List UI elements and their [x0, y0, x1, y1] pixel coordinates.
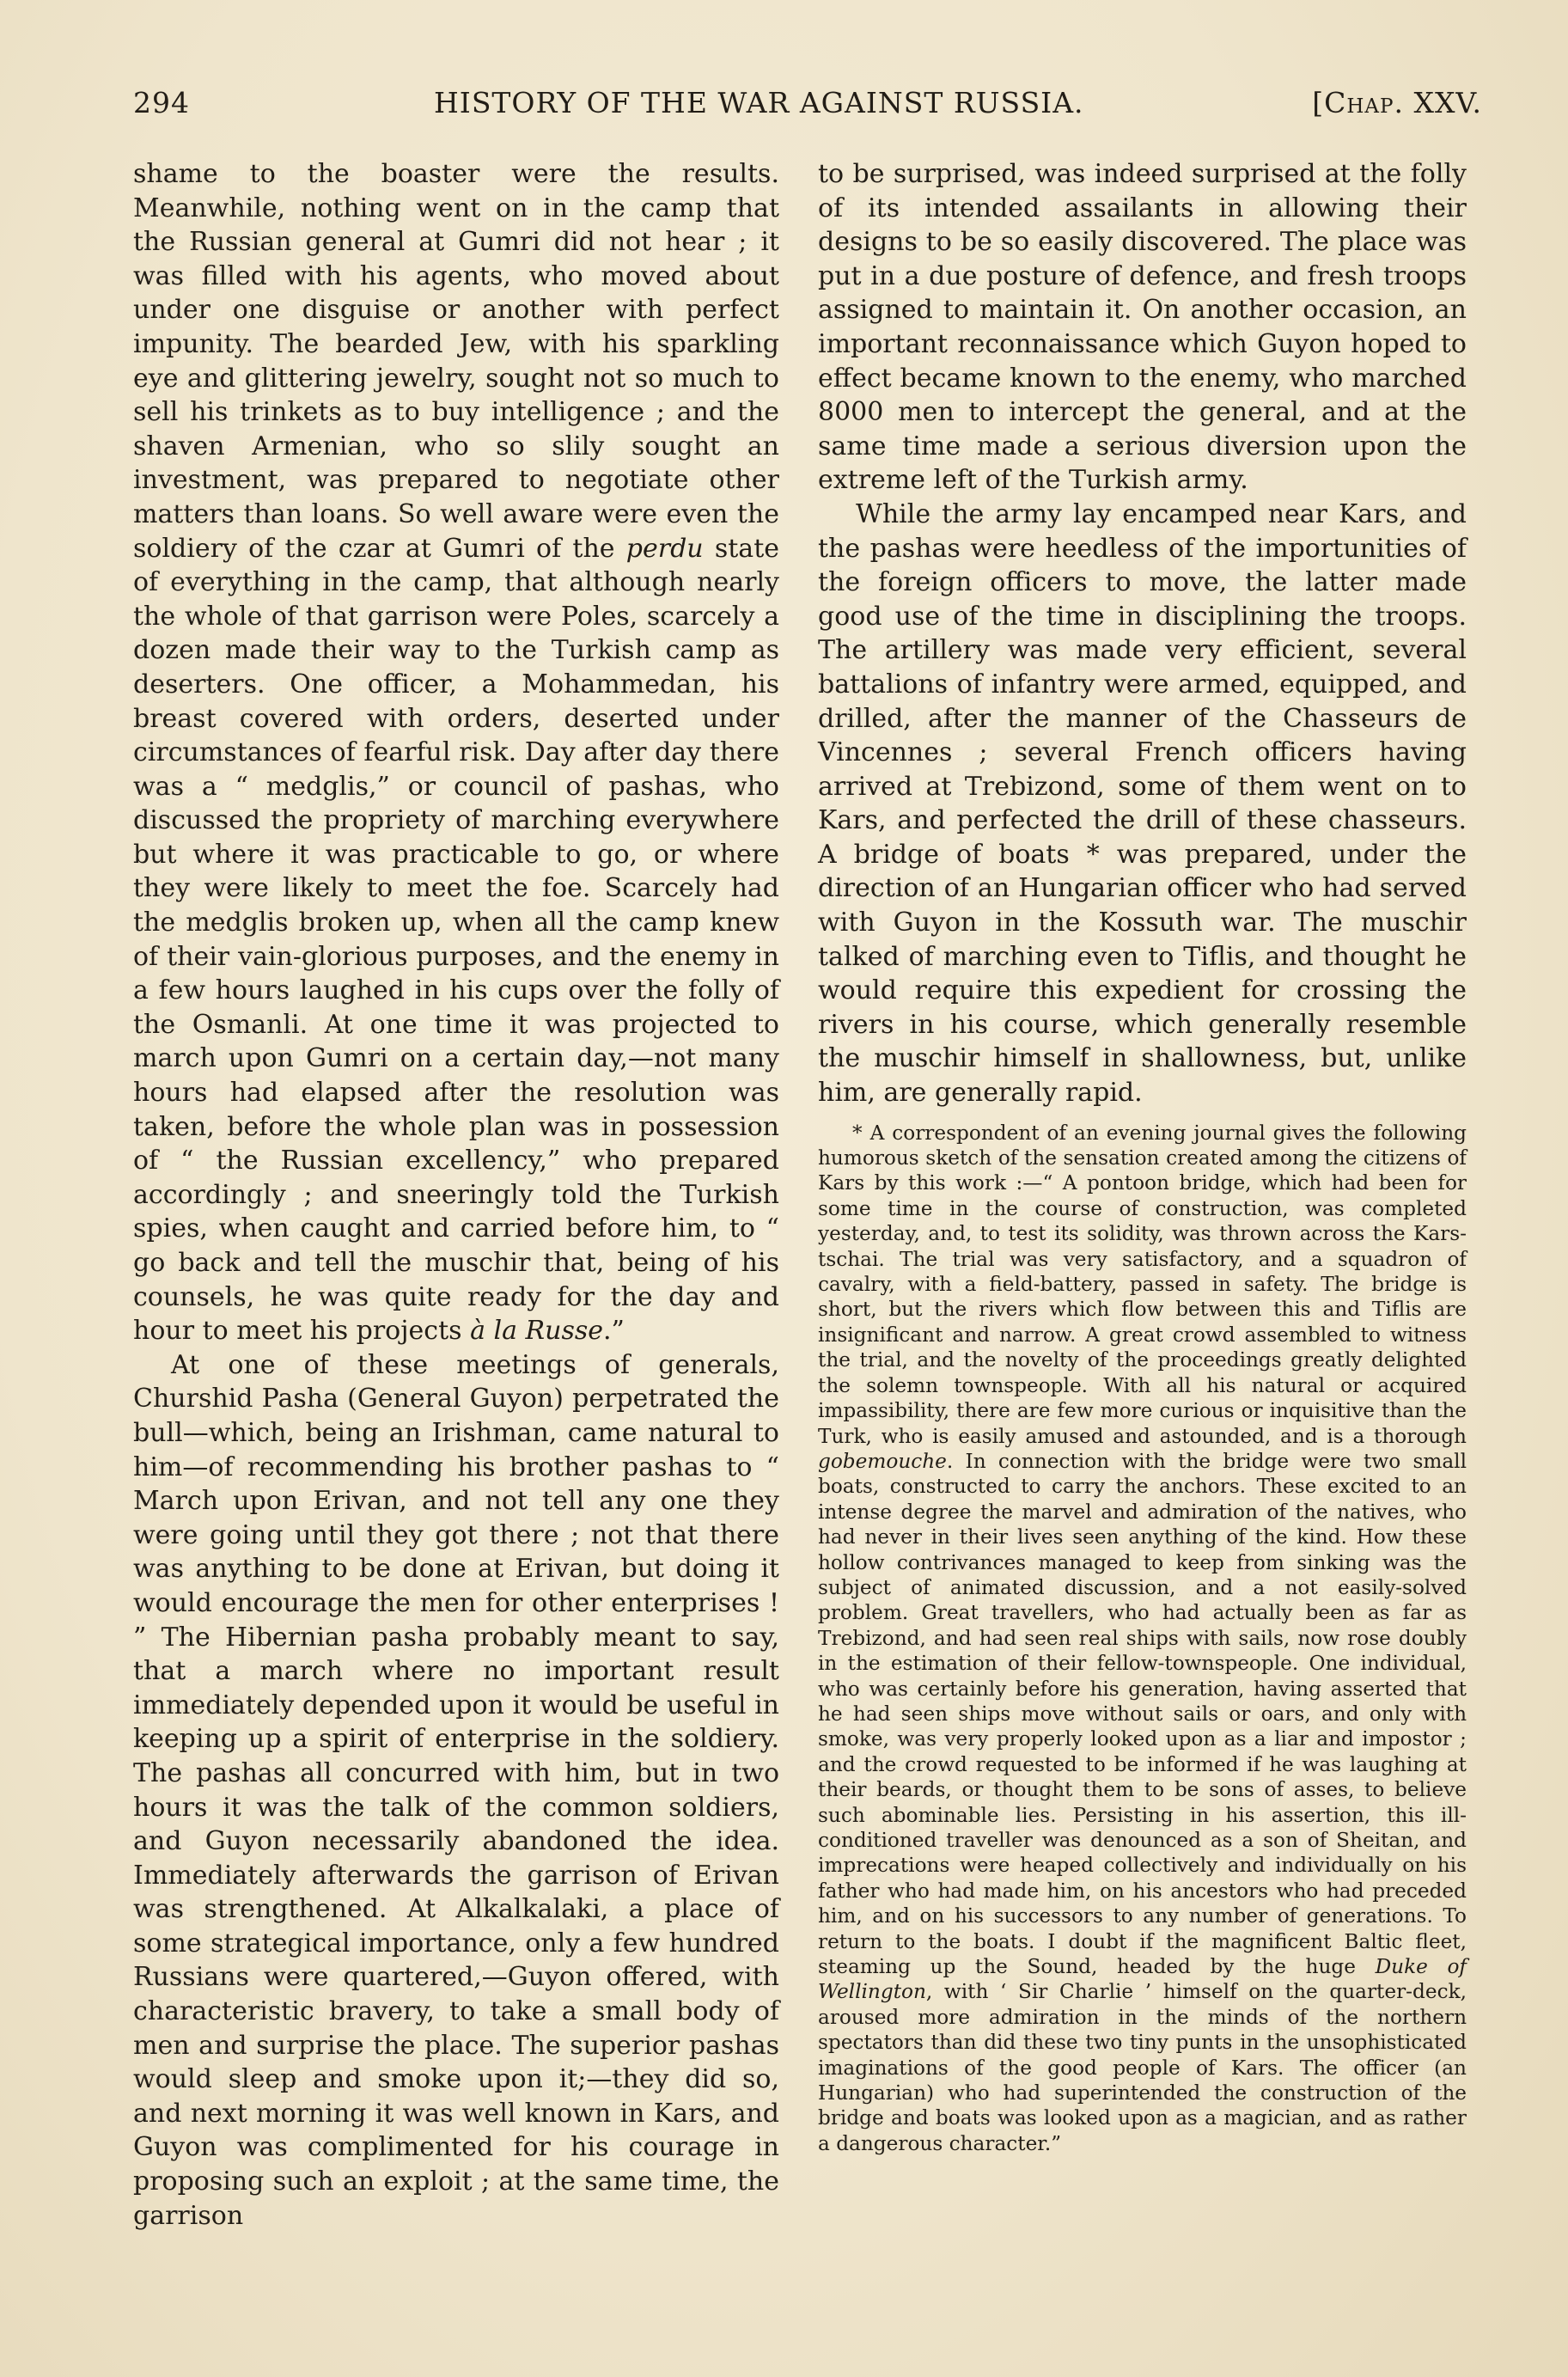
text-run: , with ‘ Sir Charlie ’ himself on the quarter-deck, aroused more admiration in the minds of the northern spectators than did these two tiny punts in the unsophisticated imaginations of the good people of Kars. The officer (an Hungarian) who had superintended the construction of the bridge and boats was looked upon as a magician, and as rather a dangerous character.” [818, 1980, 1467, 2155]
italic-gobemouche: gobemouche [818, 1449, 947, 1473]
footnote-body [818, 1121, 1467, 2157]
right-paragraph-1: to be surprised, was indeed surprised at the folly of its intended assailants in allowing their designs to be so easily discovered. The place was put in a due posture of defence, and fresh troops assigned to maintain it. On another occasion, an important reconnaissance which Guyon hoped to effect became known to the enemy, who marched 8000 men to intercept the general, and at the same time made a serious diversion upon the extreme left of the Turkish army. [818, 159, 1467, 496]
text-run: state of everything in the camp, that although nearly the whole of that garrison were Poles, scarcely a dozen made their way to the Turkish camp as deserters. One officer, a Mohammedan, his breast covered with orders, deserted under circumstances of fearful risk. Day after day there was a “ medglis,” or council of pashas, who discussed the propriety of marching everywhere but where it was practicable to go, or where they were likely to meet the foe. Scarcely had the medglis broken up, when all the camp knew of their vain-glorious purposes, and the enemy in a few hours laughed in his cups over the folly of the Osmanli. At one time it was projected to march upon Gumri on a certain day,—not many hours had elapsed after the resolution was taken, before the whole plan was in possession of “ the Russian excellency,” who prepared accordingly ; and sneeringly told the Turkish spies, when caught and carried before him, to “ go back and tell the muschir that, being of his counsels, he was quite ready for the day and hour to meet his projects [133, 533, 780, 1347]
text-run: shame to the boaster were the results. Meanwhile, nothing went on in the camp that the Russian general at Gumri did not hear ; it was filled with his agents, who moved about under one disguise or another with perfect impunity. The bearded Jew, with his sparkling eye and glittering jewelry, sought not so much to sell his trinkets as to buy intelligence ; and the shaven Armenian, who so slily sought an investment, was prepared to negotiate other matters than loans. So well aware were even the soldiery of the czar at Gumri of the [133, 159, 779, 564]
chapter-label: [Chap. XXV. [1312, 86, 1482, 119]
left-paragraph-1 [133, 157, 779, 1348]
running-title: HISTORY OF THE WAR AGAINST RUSSIA. [434, 86, 1084, 119]
running-header [133, 86, 1482, 129]
footnote [818, 1121, 1467, 2157]
text-run: * A correspondent of an evening journal gives the following humorous sketch of the sensation created among the citizens of Kars by this work :—“ A pontoon bridge, which had been for some time in the course of construction, was completed yesterday, and, to test its solidity, was thrown across the Kars-tschai. The trial was very satisfactory, and a squadron of cavalry, with a field-battery, passed in safety. The bridge is short, but the rivers which flow between this and Tiflis are insignificant and narrow. A great crowd assembled to witness the trial, and the novelty of the proceedings greatly delighted the solemn townspeople. With all his natural or acquired impassibility, there are few more curious or inquisitive than the Turk, who is easily amused and astounded, and is a thorough [818, 1121, 1467, 1448]
italic-duke-of-wellington: Duke of Wellington [818, 1955, 1467, 2004]
right-paragraph-2: While the army lay encamped near Kars, and the pashas were heedless of the importunities of the foreign officers to move, the latter made good use of the time in disciplining the troops. The artillery was made very efficient, several battalions of infantry were armed, equipped, and drilled, after the manner of the Chasseurs de Vincennes ; several French officers having arrived at Trebizond, some of them went on to Kars, and perfected the drill of these chasseurs. A bridge of boats * was prepared, under the direction of an Hungarian officer who had served with Guyon in the Kossuth war. The muschir talked of marching even to Tiflis, and thought he would require this expedient for crossing the rivers in his course, which generally resemble the muschir himself in shallowness, but, unlike him, are generally rapid. [818, 498, 1467, 1109]
left-column [133, 157, 779, 2233]
italic-a-la-russe: à la Russe [470, 1316, 603, 1347]
right-column [818, 157, 1467, 2156]
text-run: . In connection with the bridge were two small boats, constructed to carry the anchors. These excited to an intense degree the marvel and admiration of the natives, who had never in their lives seen anything of the kind. How these hollow contrivances managed to keep from sinking was the subject of animated discussion, and a not easily-solved problem. Great travellers, who had actually been as far as Trebizond, and had seen real ships with sails, now rose doubly in the estimation of their fellow-townspeople. One individual, who was certainly before his generation, having asserted that he had seen ships move without sails or oars, and only with smoke, was very properly looked upon as a liar and impostor ; and the crowd requested to be informed if he was laughing at their beards, or thought them to be sons of asses, to believe such abominable lies. Persisting in his assertion, this ill-conditioned traveller was denounced as a son of Sheitan, and imprecations were heaped collectively and individually on his father who had made him, on his ancestors who had preceded him, and on his successors to any number of generations. To return to the boats. I doubt if the magnificent Baltic fleet, steaming up the Sound, headed by the huge [818, 1449, 1467, 1979]
page-number: 294 [133, 86, 190, 119]
left-paragraph-2: At one of these meetings of generals, Churshid Pasha (General Guyon) perpetrated the bull—which, being an Irishman, came natural to him—of recommending his brother pashas to “ March upon Erivan, and not tell any one they were going until they got there ; not that there was anything to be done at Erivan, but doing it would encourage the men for other enterprises ! ” The Hibernian pasha probably meant to say, that a march where no important result immediately depended upon it would be useful in keeping up a spirit of enterprise in the soldiery. The pashas all concurred with him, but in two hours it was the talk of the common soldiers, and Guyon necessarily abandoned the idea. Immediately afterwards the garrison of Erivan was strengthened. At Alkalkalaki, a place of some strategical importance, only a few hundred Russians were quartered,—Guyon offered, with characteristic bravery, to take a small body of men and surprise the place. The superior pashas would sleep and smoke upon it;—they did so, and next morning it was well known in Kars, and Guyon was complimented for his courage in proposing such an exploit ; at the same time, the garrison [133, 1349, 779, 2231]
italic-perdu: perdu [625, 533, 704, 564]
text-run: .” [603, 1316, 625, 1347]
